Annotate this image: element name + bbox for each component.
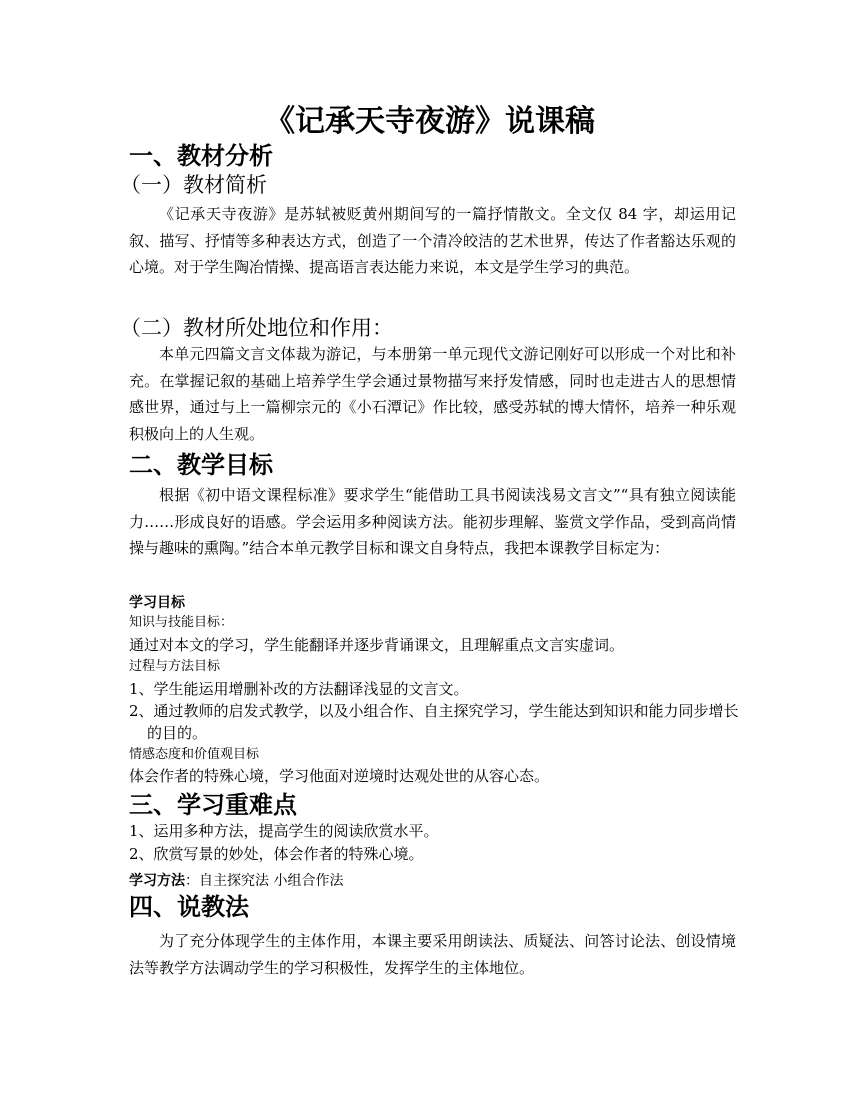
key-point-item: 1、运用多种方法，提高学生的阅读欣赏水平。	[129, 822, 439, 840]
section-heading-teaching-methods: 四、说教法	[129, 892, 249, 921]
knowledge-skills-label: 知识与技能目标：	[129, 615, 234, 630]
emotion-values-text: 体会作者的特殊心境，学习他面对逆境时达观处世的从容心态。	[129, 767, 550, 785]
paragraph-material-position: 本单元四篇文言文体裁为游记，与本册第一单元现代文游记刚好可以形成一个对比和补充。在掌握记叙的基础上培养学生学会通过景物描写来抒发情感，同时也走进古人的思想情感世界，通过与上一篇柳宗元的《小石潭记》作比较，感受苏轼的博大情怀，培养一种乐观积极向上的人生观。	[129, 345, 736, 443]
paragraph-material-brief: 《记承天寺夜游》是苏轼被贬黄州期间写的一篇抒情散文。全文仅 84 字，却运用记叙、描写、抒情等多种表达方式，创造了一个清冷皎洁的艺术世界，传达了作者豁达乐观的心境。对于学生陶冶情操、提高语言表达能力来说，本文是学生学习的典范。	[129, 205, 736, 276]
process-item: 2、通过教师的启发式教学，以及小组合作、自主探究学习，学生能达到知识和能力同步增长的目的。	[129, 702, 739, 742]
subheading-material-brief: （一）教材简析	[120, 173, 267, 197]
process-item: 1、学生能运用增删补改的方法翻译浅显的文言文。	[129, 680, 469, 698]
learning-methods-line	[129, 870, 343, 892]
section-heading-teaching-goals: 二、教学目标	[129, 450, 273, 479]
emotion-values-label: 情感态度和价值观目标	[129, 747, 260, 762]
process-method-label: 过程与方法目标	[129, 659, 221, 674]
learning-methods-text: ：自主探究法 小组合作法	[185, 873, 344, 889]
learning-goals-label: 学习目标	[129, 595, 185, 611]
subheading-material-position: （二）教材所处地位和作用：	[120, 316, 393, 340]
key-point-item: 2、欣赏写景的妙处，体会作者的特殊心境。	[129, 845, 424, 863]
section-heading-material-analysis: 一、教材分析	[129, 141, 273, 170]
knowledge-skills-text: 通过对本文的学习，学生能翻译并逐步背诵课文，且理解重点文言实虚词。	[129, 636, 625, 654]
document-title: 《记承天寺夜游》说课稿	[265, 104, 595, 139]
learning-methods-label: 学习方法	[129, 873, 185, 889]
section-heading-key-difficulties: 三、学习重难点	[129, 790, 297, 819]
paragraph-teaching-methods: 为了充分体现学生的主体作用，本课主要采用朗读法、质疑法、问答讨论法、创设情境法等教学方法调动学生的学习积极性，发挥学生的主体地位。	[129, 932, 736, 977]
paragraph-teaching-goals: 根据《初中语文课程标准》要求学生“能借助工具书阅读浅易文言文”“具有独立阅读能力……形成良好的语感。学会运用多种阅读方法。能初步理解、鉴赏文学作品，受到高尚情操与趣味的熏陶。”结合本单元教学目标和课文自身特点，我把本课教学目标定为：	[129, 486, 736, 557]
